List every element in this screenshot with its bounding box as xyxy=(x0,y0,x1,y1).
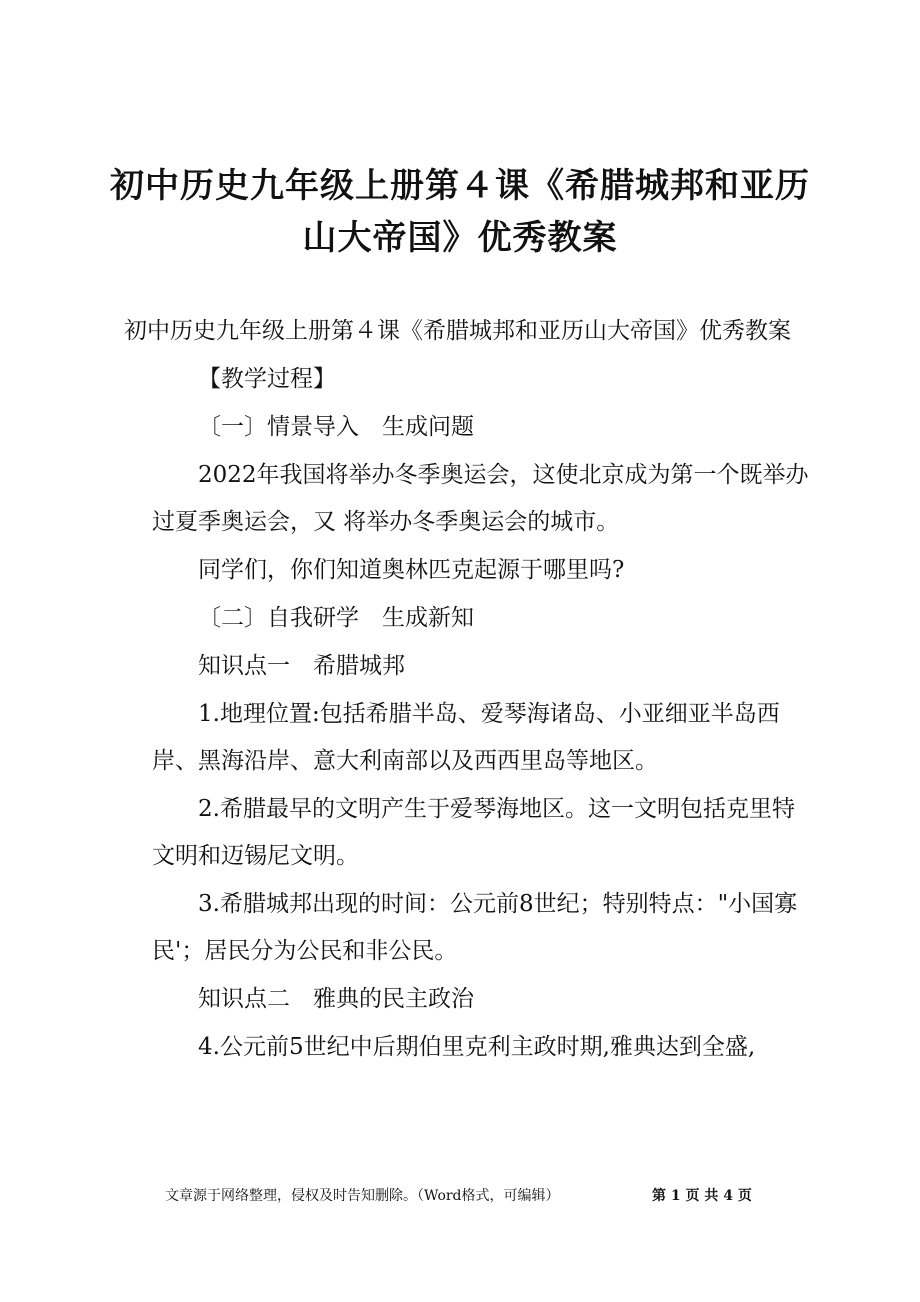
knowledge-point-heading: 知识点一 希腊城邦 xyxy=(198,653,405,679)
document-body xyxy=(124,308,814,1072)
section-heading: 〔二〕自我研学 生成新知 xyxy=(198,605,474,631)
paragraph: 1.地理位置:包括希腊半岛、爱琴海诸岛、小亚细亚半岛西岸、黑海沿岸、意大利南部以及西西里岛等地区。 xyxy=(152,701,780,774)
paragraph: 4.公元前5世纪中后期伯里克利主政时期,雅典达到全盛, xyxy=(198,1034,756,1060)
paragraph: 3.希腊城邦出现的时间：公元前8世纪；特别特点："小国寡民'；居民分为公民和非公民。 xyxy=(152,891,798,964)
paragraph: 同学们，你们知道奥林匹克起源于哪里吗? xyxy=(198,557,625,583)
paragraph: 初中历史九年级上册第４课《希腊城邦和亚历山大帝国》优秀教案 xyxy=(124,318,791,344)
section-heading: 〔一〕情景导入 生成问题 xyxy=(198,414,474,440)
footer-note: 文章源于网络整理，侵权及时告知删除。（Word格式，可编辑） xyxy=(165,1188,560,1204)
paragraph: 【教学过程】 xyxy=(198,366,336,392)
page-number: 第 1 页 共 4 页 xyxy=(652,1188,752,1204)
paragraph: 2022年我国将举办冬季奥运会，这使北京成为第一个既举办过夏季奥运会，又 将举办冬季奥运会的城市。 xyxy=(152,462,809,535)
knowledge-point-heading: 知识点二 雅典的民主政治 xyxy=(198,986,474,1012)
document-title: 初中历史九年级上册第４课《希腊城邦和亚历山大帝国》优秀教案 xyxy=(110,166,810,258)
paragraph: 2.希腊最早的文明产生于爱琴海地区。这一文明包括克里特文明和迈锡尼文明。 xyxy=(152,796,795,869)
